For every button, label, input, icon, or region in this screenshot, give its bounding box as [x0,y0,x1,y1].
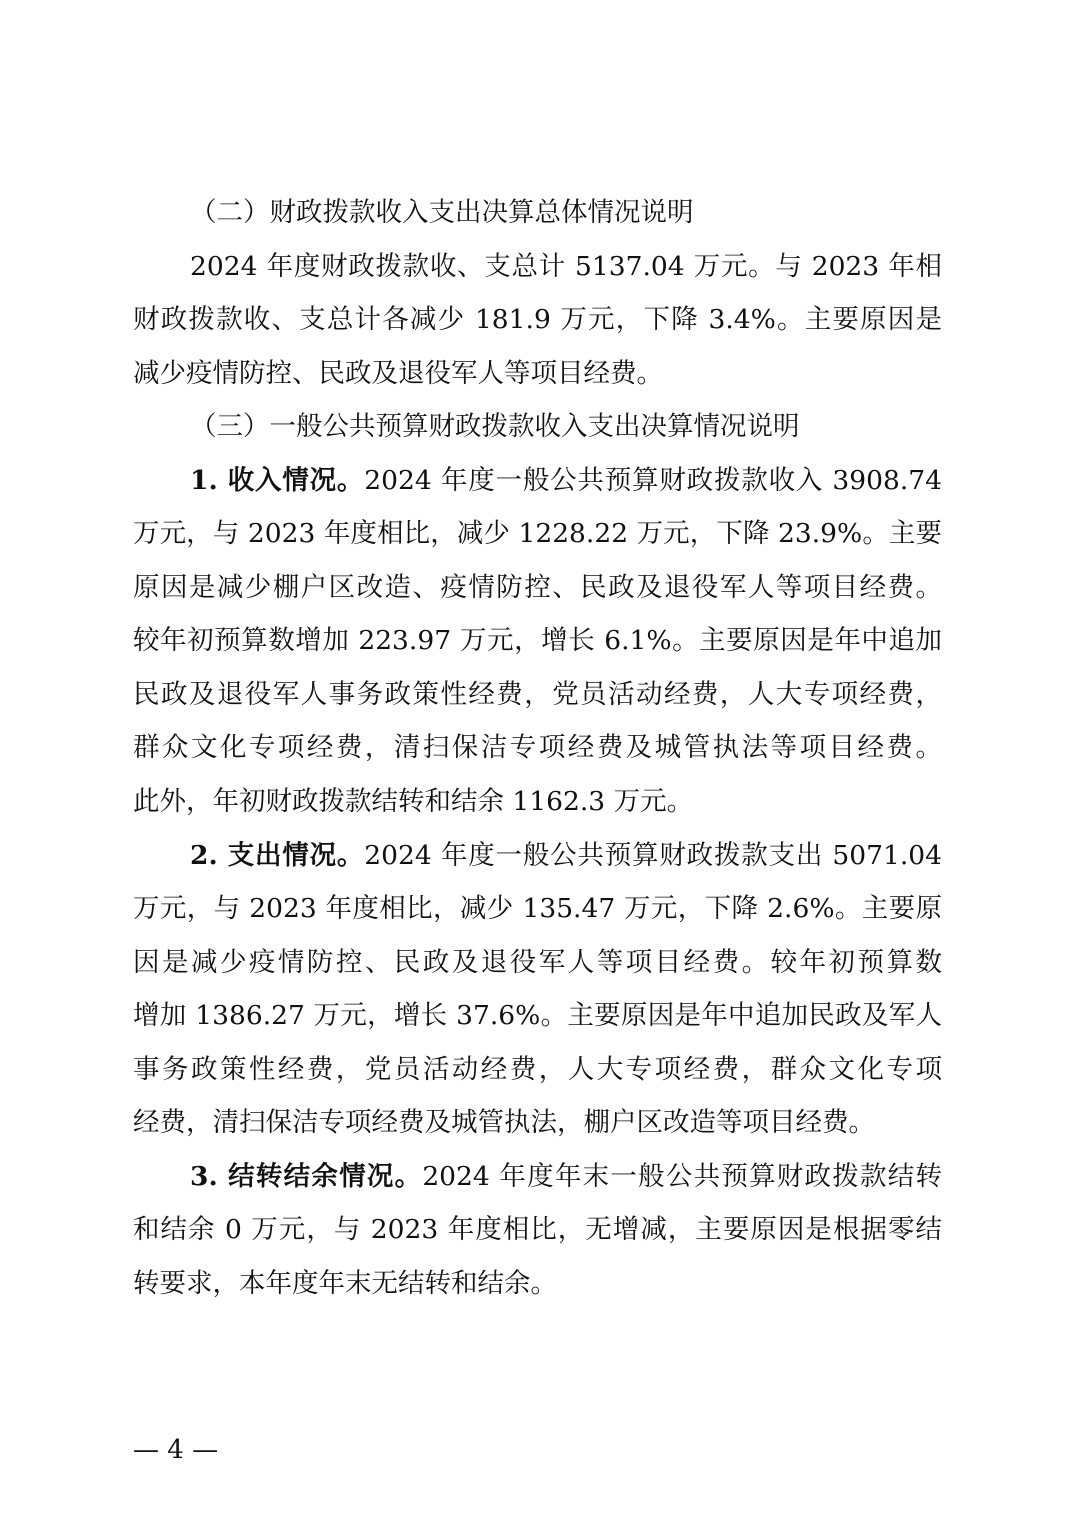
document-body [133,186,942,1310]
section-heading: （三）一般公共预算财政拨款收入支出决算情况说明 [190,411,800,443]
line-text: 增加 1386.27 万元，增长 37.6%。主要原因是年中追加民政及军人 [133,1000,942,1032]
paragraph-line [133,936,942,990]
line-text: 事务政策性经费，党员活动经费，人大专项经费，群众文化专项 [133,1053,942,1085]
line-text: 原因是减少棚户区改造、疫情防控、民政及退役军人等项目经费。 [133,571,942,603]
paragraph [133,240,942,401]
paragraph-line [133,668,942,722]
line-text: 此外，年初财政拨款结转和结余 1162.3 万元。 [133,786,694,818]
line-text: 因是减少疫情防控、民政及退役军人等项目经费。较年初预算数 [133,946,942,978]
bold-lead: 3. 结转结余情况。 [190,1160,423,1192]
line-text: 较年初预算数增加 223.97 万元，增长 6.1%。主要原因是年中追加 [133,625,942,657]
line-text: 经费，清扫保洁专项经费及城管执法，棚户区改造等项目经费。 [133,1107,875,1139]
line-text: 和结余 0 万元，与 2023 年度相比，无增减，主要原因是根据零结 [133,1214,942,1246]
paragraph-line [133,989,942,1043]
paragraph-line [133,561,942,615]
paragraph-line [133,293,942,347]
paragraph-line [133,1096,942,1150]
paragraph-line [133,1257,942,1311]
page-number: — 4 — [133,1435,219,1465]
paragraph-line [133,1150,942,1204]
section-heading: （二）财政拨款收入支出决算总体情况说明 [190,197,694,228]
paragraph-line [133,507,942,561]
line-text: 万元，与 2023 年度相比，减少 1228.22 万元，下降 23.9%。主要 [133,518,942,550]
paragraph-line [133,721,942,775]
line-text: 2024 年度财政拨款收、支总计 5137.04 万元。与 2023 年相 [190,250,942,282]
paragraph [133,454,942,829]
line-text: 转要求，本年度年末无结转和结余。 [133,1267,557,1299]
line-text: 民政及退役军人事务政策性经费，党员活动经费，人大专项经费， [133,678,942,710]
paragraph-line [133,347,942,401]
line-text: 群众文化专项经费，清扫保洁专项经费及城管执法等项目经费。 [133,732,942,764]
paragraph-line [133,614,942,668]
line-text: 2024 年度一般公共预算财政拨款收入 3908.74 [364,464,942,496]
paragraph-line [133,1203,942,1257]
paragraph [133,1150,942,1311]
line-text: 减少疫情防控、民政及退役军人等项目经费。 [133,357,663,389]
paragraph-line [133,775,942,829]
paragraph-line [133,1043,942,1097]
paragraph [133,829,942,1150]
paragraph-line [133,454,942,508]
line-text: 财政拨款收、支总计各减少 181.9 万元，下降 3.4%。主要原因是 [133,304,942,336]
line-text: 2024 年度一般公共预算财政拨款支出 5071.04 [364,839,942,871]
line-text: 2024 年度年末一般公共预算财政拨款结转 [422,1160,942,1192]
paragraph-line [133,882,942,936]
paragraph-line [133,240,942,294]
paragraph-line [133,829,942,883]
line-text: 万元，与 2023 年度相比，减少 135.47 万元，下降 2.6%。主要原 [133,893,942,925]
bold-lead: 1. 收入情况。 [190,464,365,496]
bold-lead: 2. 支出情况。 [190,839,365,871]
